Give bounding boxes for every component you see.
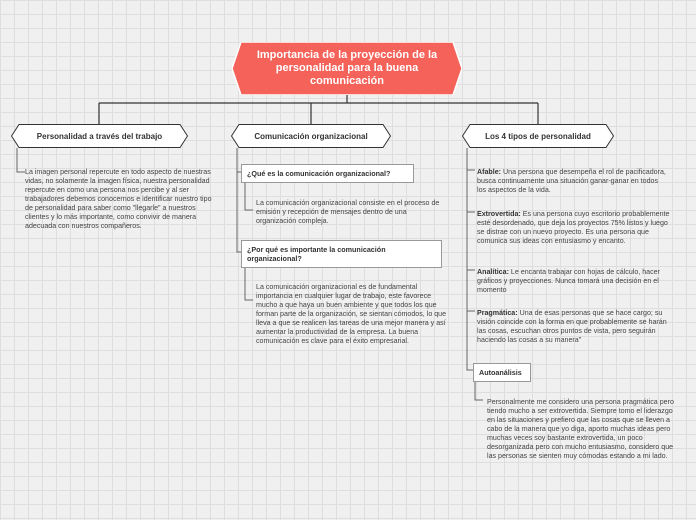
tipo-analitica	[477, 268, 669, 295]
answer-que-es: La comunicación organizacional consiste en el proceso de emisión y recepción de mensajes dentro de una organización compleja.	[256, 199, 440, 225]
question-que-es[interactable]: ¿Qué es la comunicación organizacional?	[241, 164, 414, 183]
branch-tipos-label: Los 4 tipos de personalidad	[485, 131, 591, 141]
branch-personalidad[interactable]	[11, 124, 188, 148]
right-sub-line	[467, 148, 473, 370]
tipo-extrovertida	[477, 210, 677, 246]
central-topic[interactable]	[232, 42, 462, 95]
tipo-analitica-text: Le encanta trabajar con hojas de cálculo, hacer gráficos y proyecciones. Nunca tomará una decisión en el momento	[477, 268, 660, 294]
tipo-afable-name: Afable:	[477, 168, 502, 176]
tipo-analitica-name: Analítica:	[477, 268, 509, 276]
autoanalisis-box[interactable]: Autoanálisis	[473, 363, 531, 382]
branch-comunicacion[interactable]	[231, 124, 391, 148]
answer-por-que: La comunicación organizacional es de fundamental importancia en cualquier lugar de trabajo, este favorece mucho a que haya un buen ambiente y que todos los que forman parte de la organización, se sientan cómodos, lo que lleva a que se realicen las tareas de una mejor manera y así aumentar la productividad de la empresa. La buena comunicación es clave para el éxito empresarial.	[256, 283, 447, 345]
personalidad-text: La imagen personal repercute en todo aspecto de nuestras vidas, no solamente la imagen física, nuestra personalidad repercute en como una persona nos percibe y al ser trabajadores debemos conocernos e identificar nuestro tipo de personalidad para saber como "llegarle" a nuestros clientes y lo más importante, como convivir de manera adecuada con nuestros compañeros.	[25, 168, 212, 230]
tipo-afable	[477, 168, 667, 195]
question-por-que[interactable]: ¿Por qué es importante la comunicación organizacional?	[241, 240, 442, 268]
tipo-extrovertida-name: Extrovertida:	[477, 210, 521, 218]
right-item-ticks	[467, 170, 475, 311]
tipo-afable-text: Una persona que desempeña el rol de pacificadora, busca continuamente una situación ganar-ganar en todos los aspectos de la vida.	[477, 168, 666, 194]
tipo-pragmatica-text: Una de esas personas que se hace cargo; su visión coincide con la forma en que probablemente se harán las cosas, escuchan otros puntos de vista, pero seguirán haciendo las cosas a su manera"	[477, 309, 667, 344]
tipo-pragmatica	[477, 309, 669, 345]
branch-comunicacion-label: Comunicación organizacional	[254, 131, 368, 141]
branch-tipos[interactable]	[462, 124, 614, 148]
q1-sub-line	[245, 180, 253, 210]
branch-personalidad-label: Personalidad a través del trabajo	[36, 131, 163, 141]
q2-sub-line	[245, 264, 253, 300]
tipo-extrovertida-text: Es una persona cuyo escritorio probablemente esté desordenado, que deja los proyectos 75% listos y luego se distrae con un nuevo proyecto. Es una persona que comunica sus ideas con entusiasmo y encanto.	[477, 210, 670, 245]
left-sub-line	[17, 148, 25, 172]
autoanalisis-text: Personalmente me considero una persona pragmática pero tiendo mucho a ser extrovertida. Siempre tomo el liderazgo en las situaciones y prefiero que las cosas que se lleven a cabo de la manera que yo diga, aporto muchas ideas pero muchas veces soy bastante extrovertida, un poco desorganizada pero con mucho entusiasmo, considero que las personas se sienten muy cómodas estando a mi lado.	[487, 398, 674, 460]
central-topic-title: Importancia de la proyección de la personalidad para la buena comunicación	[256, 49, 438, 87]
tipo-pragmatica-name: Pragmática:	[477, 309, 518, 317]
